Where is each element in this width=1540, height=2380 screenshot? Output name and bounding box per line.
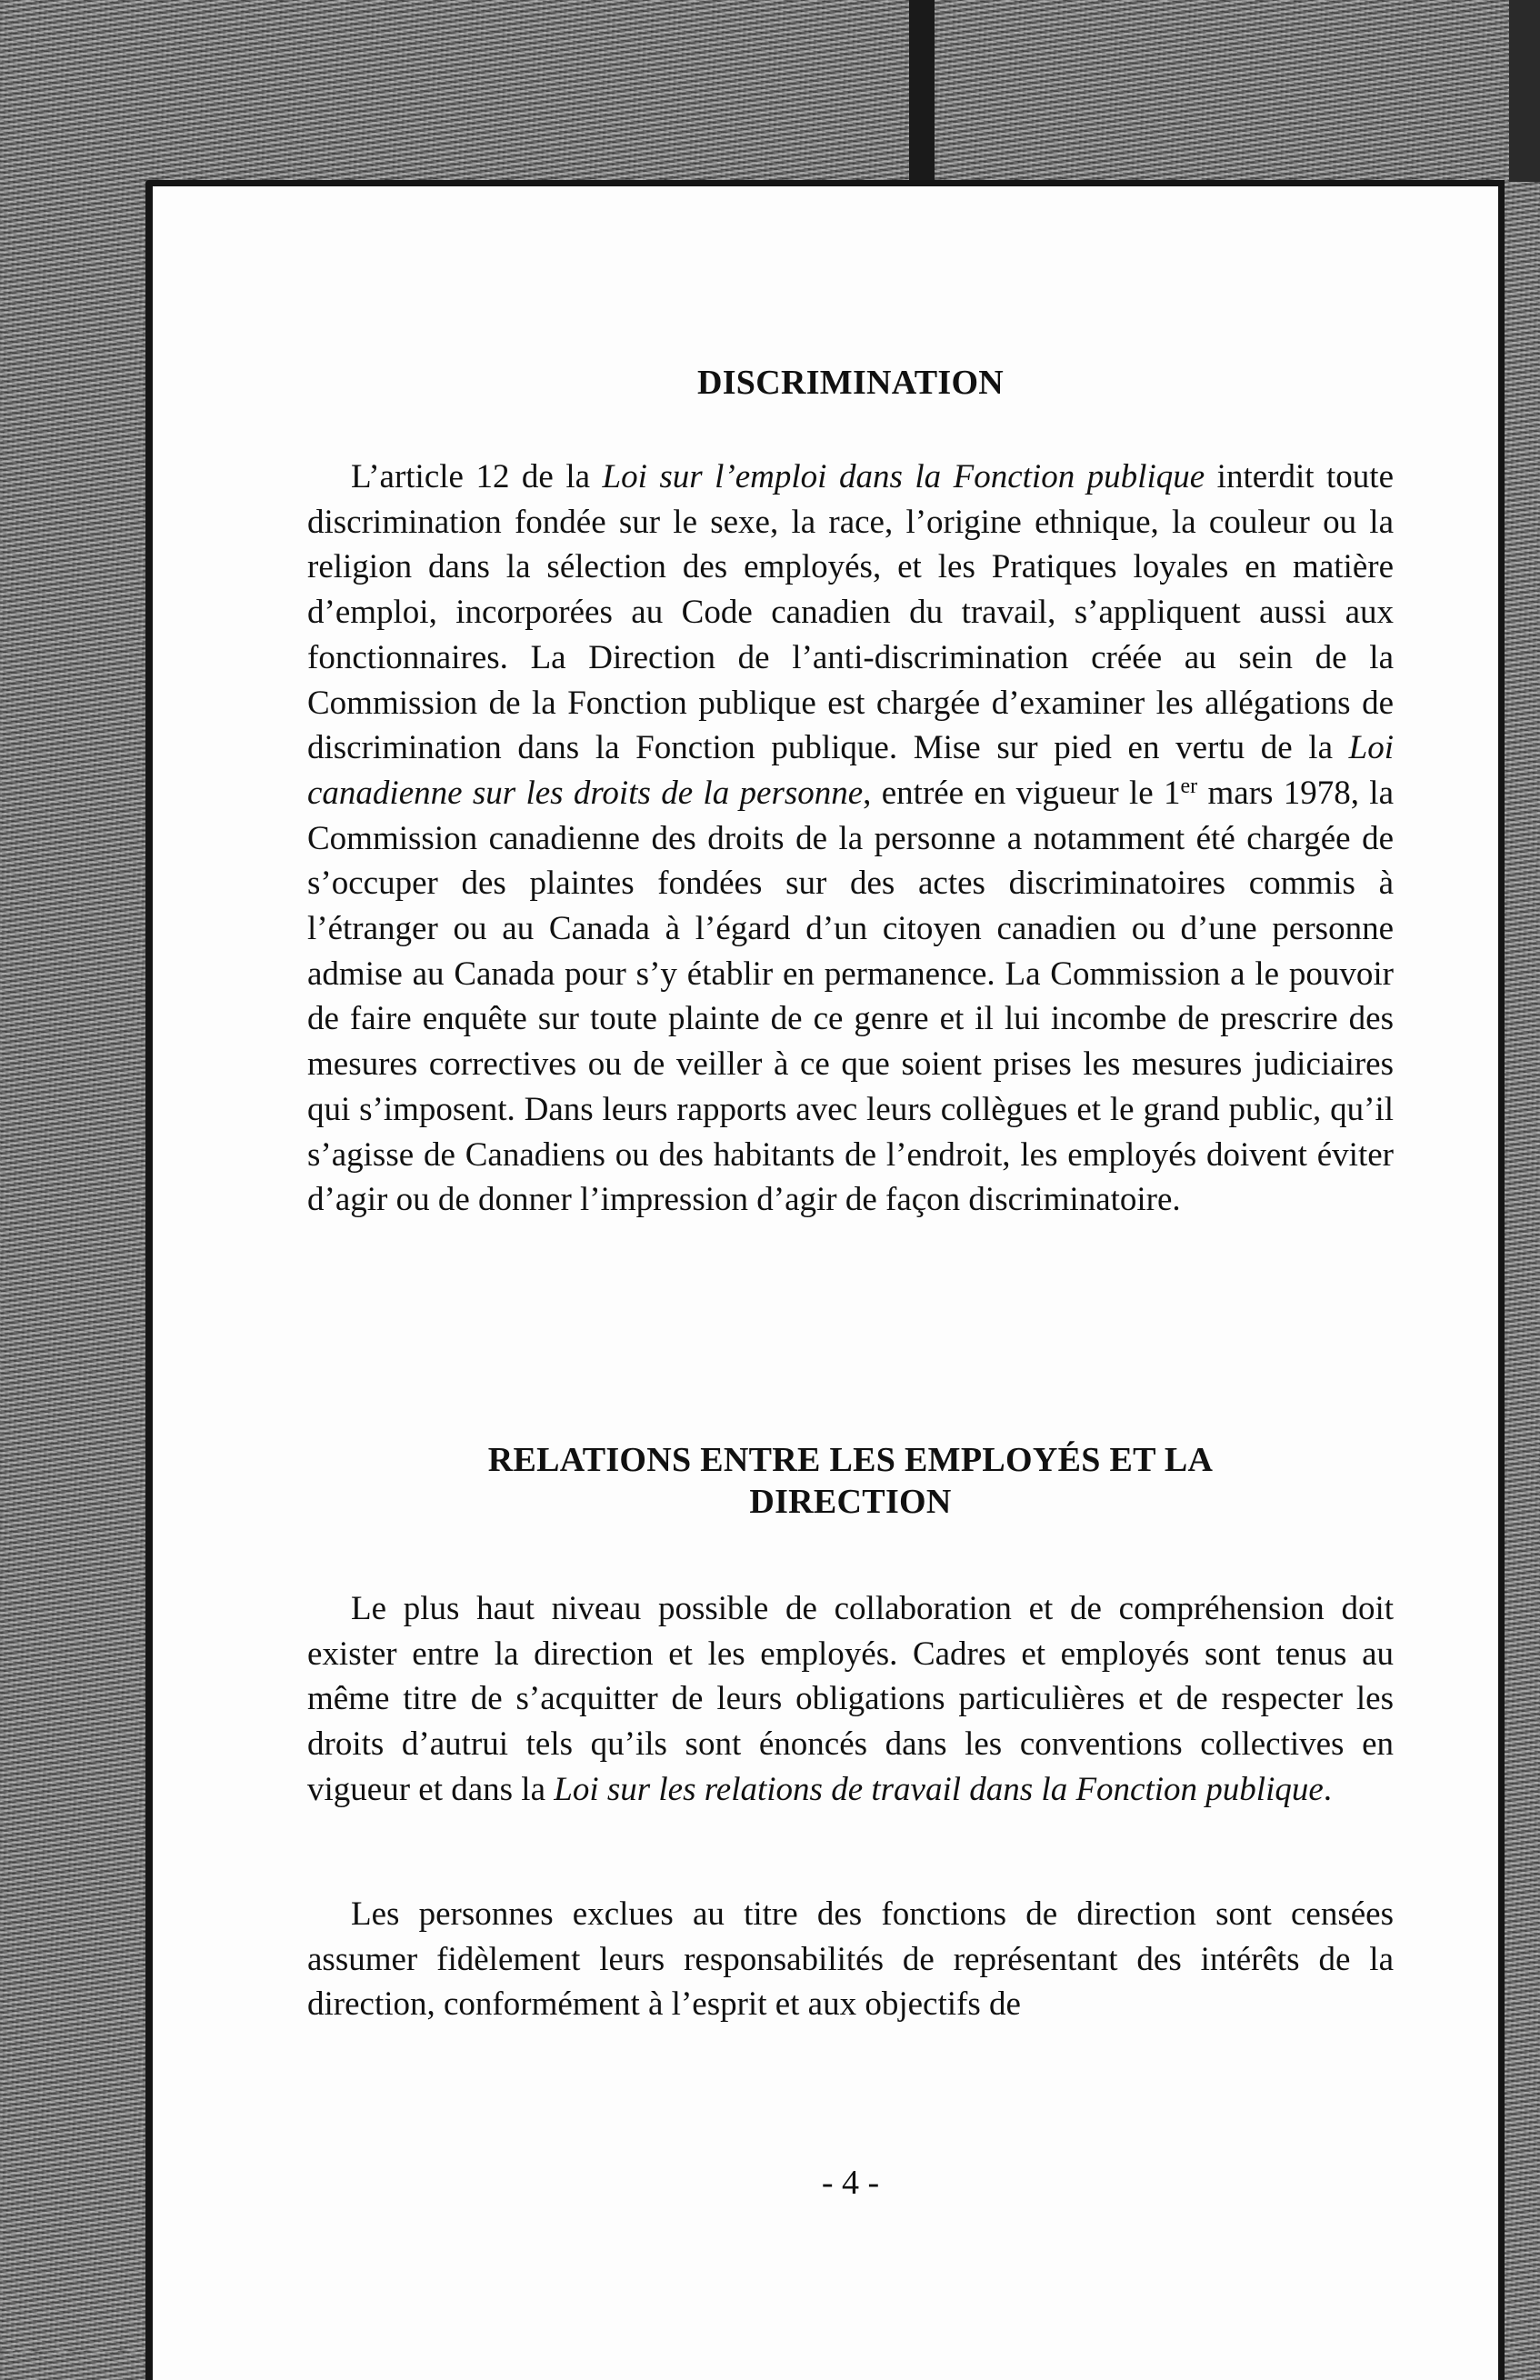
section-heading-relations xyxy=(307,1439,1394,1523)
superscript: er xyxy=(1180,774,1198,798)
heading-line: RELATIONS ENTRE LES EMPLOYÉS ET LA xyxy=(487,1441,1214,1479)
paragraph-relations-2: Les personnes exclues au titre des fonctions de direction sont censées assumer fidèlement leurs responsabilités de représentant des intérêts de la direction, conformément à l’esprit et aux objectifs de xyxy=(307,1895,1394,2024)
binding-edge xyxy=(1509,0,1540,182)
text-run: , entrée en vigueur le 1 xyxy=(863,774,1181,812)
heading-line: DIRECTION xyxy=(749,1483,952,1521)
text-run: Le plus haut niveau possible de collaboration et de compréhension doit exister entre la direction et les employés. Cadres et employés sont tenus au même titre de s’acquitter de leurs obligations particulières et de respecter les droits d’autrui tels qu’ils sont énoncés dans les conventions collectives en vigueur et dans la xyxy=(307,1590,1394,1808)
section-heading-discrimination: DISCRIMINATION xyxy=(696,364,1005,402)
page-number: - 4 - xyxy=(821,2164,880,2202)
binding-spine xyxy=(909,0,935,182)
law-title-italic: Loi sur les relations de travail dans la Fonction publique xyxy=(554,1770,1324,1808)
text-run: . xyxy=(1323,1770,1333,1808)
text-run: interdit toute discrimination fondée sur le sexe, la race, l’origine ethnique, la couleur ou la religion dans la sélection des employés, et les Pratiques loyales en matière d’emploi, incorporées au Code canadien du travail, s’appliquent aussi aux fonctionnaires. La Direction de l’anti-discrimination créée au sein de la Commission de la Fonction publique est chargée d’examiner les allégations de discrimination dans la Fonction publique. Mise sur pied en vertu de la xyxy=(307,458,1394,767)
paragraph-discrimination xyxy=(307,455,1394,1223)
document-page xyxy=(145,180,1505,2380)
law-title-italic: Loi canadienne sur les droits de la personne xyxy=(307,729,1394,812)
paragraph-relations-1 xyxy=(307,1586,1394,1813)
law-title-italic: Loi sur l’emploi dans la Fonction publique xyxy=(602,458,1205,495)
text-run: mars 1978, la Commission canadienne des droits de la personne a notamment été chargée de s’occuper des plaintes fondées sur des actes discriminatoires commis à l’étranger ou au Canada à l’égard d’un citoyen canadien ou d’une personne admise au Canada pour s’y établir en permanence. La Commission a le pouvoir de faire enquête sur toute plainte de ce genre et il lui incombe de prescrire des mesures correctives ou de veiller à ce que soient prises les mesures judiciaires qui s’imposent. Dans leurs rapports avec leurs collègues et le grand public, qu’il s’agisse de Canadiens ou des habitants de l’endroit, les employés doivent éviter d’agir ou de donner l’impression d’agir de façon discriminatoire. xyxy=(307,774,1394,1219)
text-run: L’article 12 de la xyxy=(351,458,603,495)
